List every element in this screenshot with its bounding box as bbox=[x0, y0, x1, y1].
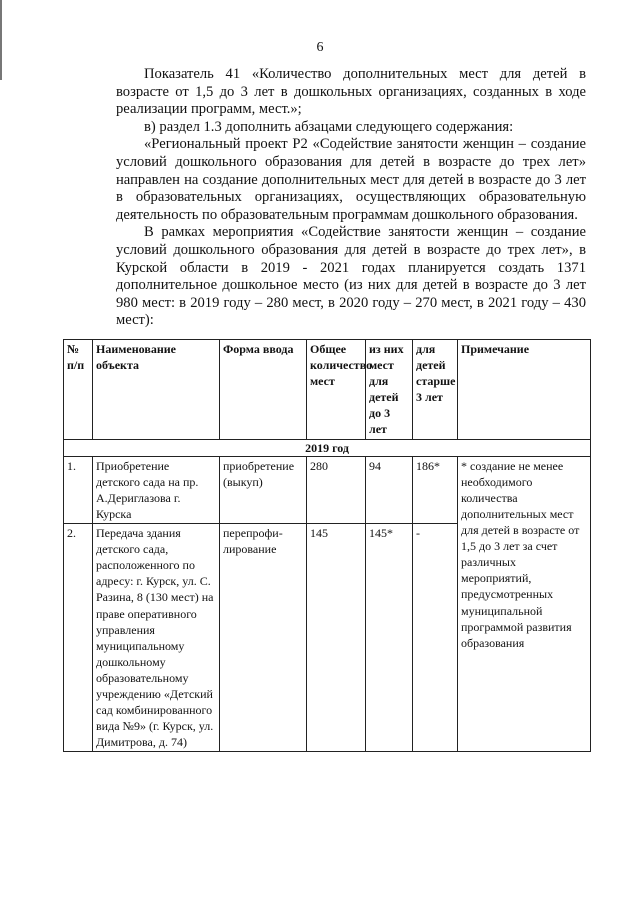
table-row bbox=[64, 456, 591, 523]
header-note: Примечание bbox=[458, 340, 591, 440]
cell-form: перепрофи-лирование bbox=[220, 524, 307, 752]
year-row bbox=[64, 439, 591, 456]
header-total: Общее количество мест bbox=[307, 340, 366, 440]
document-body bbox=[116, 66, 586, 330]
cell-over3: 186* bbox=[413, 456, 458, 523]
paragraph-plan-1371: В рамках мероприятия «Содействие занятости женщин – создание условий дошкольного образования для детей в возрасте до трех лет», в Курской области в 2019 - 2021 годах планируется создать 1371 дополнительное дошкольное место (из них для детей в возрасте до 3 лет 980 мест: в 2019 году – 280 мест, в 2020 году – 270 мест, в 2021 году – 430 мест): bbox=[116, 224, 586, 329]
paragraph-indicator-41: Показатель 41 «Количество дополнительных мест для детей в возрасте от 1,5 до 3 лет в дошкольных организациях, созданных в ходе реализации программ, мест.»; bbox=[116, 66, 586, 118]
header-under3: из них мест для детей до 3 лет bbox=[366, 340, 413, 440]
cell-total: 145 bbox=[307, 524, 366, 752]
header-num: № п/п bbox=[64, 340, 93, 440]
cell-note: * создание не менее необходимого количества дополнительных мест для детей в возрасте от 1,5 до 3 лет за счет различных мероприятий, предусмотренных муниципальной программой развития образования bbox=[458, 456, 591, 752]
table-header-row bbox=[64, 340, 591, 440]
paragraph-section-1-3: в) раздел 1.3 дополнить абзацами следующего содержания: bbox=[144, 118, 514, 135]
objects-table bbox=[63, 339, 591, 752]
cell-name: Приобретение детского сада на пр. А.Дериглазова г. Курска bbox=[93, 456, 220, 523]
cell-num: 2. bbox=[64, 524, 93, 752]
header-form: Форма ввода bbox=[220, 340, 307, 440]
year-cell: 2019 год bbox=[64, 439, 591, 456]
cell-under3: 94 bbox=[366, 456, 413, 523]
cell-total: 280 bbox=[307, 456, 366, 523]
cell-num: 1. bbox=[64, 456, 93, 523]
cell-name: Передача здания детского сада, расположенного по адресу: г. Курск, ул. С. Разина, 8 (130 мест) на праве оперативного управления муниципальному дошкольному образовательному учреждению «Детский сад комбинированного вида №9» (г. Курск, ул. Димитрова, д. 74) bbox=[93, 524, 220, 752]
header-name: Наименование объекта bbox=[93, 340, 220, 440]
paragraph-regional-project: «Региональный проект Р2 «Содействие занятости женщин – создание условий дошкольного образования для детей в возрасте до трех лет» направлен на создание дополнительных мест для детей в возрасте до 3 лет в образовательных организациях, осуществляющих образовательную деятельность по образовательным программам дошкольного образования. bbox=[116, 136, 586, 223]
cell-form: приобретение (выкуп) bbox=[220, 456, 307, 523]
cell-over3: - bbox=[413, 524, 458, 752]
page-number: 6 bbox=[316, 40, 324, 55]
cell-under3: 145* bbox=[366, 524, 413, 752]
header-over3: для детей старше 3 лет bbox=[413, 340, 458, 440]
